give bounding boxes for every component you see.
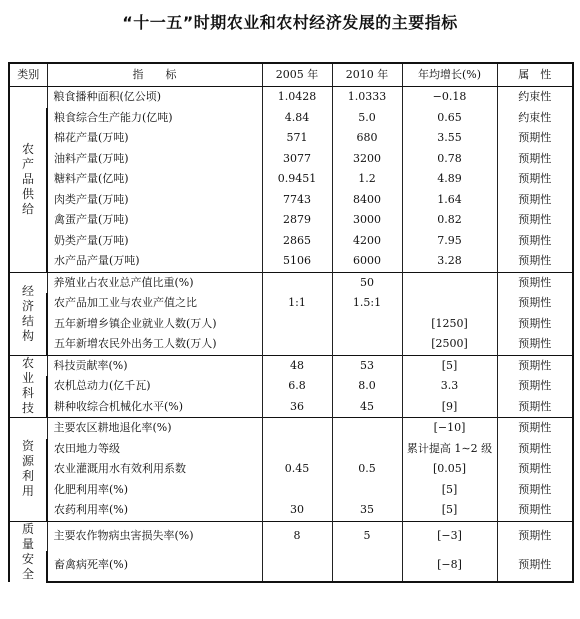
category-label: 资源利用	[21, 439, 34, 499]
growth-cell: 0.65	[402, 108, 497, 129]
indicator-cell: 农机总动力(亿千瓦)	[47, 376, 262, 397]
growth-cell: [−3]	[402, 521, 497, 551]
y2010-cell	[332, 314, 402, 335]
group-0	[9, 87, 573, 273]
y2010-cell: 8400	[332, 190, 402, 211]
y2010-cell: 8.0	[332, 376, 402, 397]
growth-cell: 3.55	[402, 128, 497, 149]
page-title: “十一五”时期农业和农村经济发展的主要指标	[122, 13, 458, 32]
indicator-cell: 粮食综合生产能力(亿吨)	[47, 108, 262, 129]
y2005-cell: 48	[262, 355, 332, 376]
attribute-cell: 预期性	[497, 376, 573, 397]
y2005-cell: 5106	[262, 251, 332, 272]
group-1	[9, 272, 573, 355]
growth-cell: [−8]	[402, 551, 497, 582]
indicator-cell: 农药利用率(%)	[47, 500, 262, 521]
growth-cell: 4.89	[402, 169, 497, 190]
attribute-cell: 预期性	[497, 272, 573, 293]
indicator-cell: 畜禽病死率(%)	[47, 551, 262, 582]
y2005-cell: 7743	[262, 190, 332, 211]
y2010-cell: 3200	[332, 149, 402, 170]
table-row	[9, 169, 573, 190]
y2005-cell: 571	[262, 128, 332, 149]
attribute-cell: 约束性	[497, 108, 573, 129]
indicator-cell: 农业灌溉用水有效利用系数	[47, 459, 262, 480]
table-row	[9, 334, 573, 355]
table-row	[9, 190, 573, 211]
y2005-cell: 0.45	[262, 459, 332, 480]
category-cell	[9, 272, 47, 355]
attribute-cell: 预期性	[497, 231, 573, 252]
y2010-cell: 5.0	[332, 108, 402, 129]
y2010-cell: 1.0333	[332, 87, 402, 108]
growth-cell: [−10]	[402, 418, 497, 439]
category-cell	[9, 87, 47, 273]
attribute-cell: 预期性	[497, 439, 573, 460]
growth-cell	[402, 293, 497, 314]
header-category: 类别	[9, 63, 47, 87]
attribute-cell: 预期性	[497, 500, 573, 521]
group-4	[9, 521, 573, 582]
growth-cell: [9]	[402, 397, 497, 418]
y2005-cell: 4.84	[262, 108, 332, 129]
table-row	[9, 128, 573, 149]
group-2	[9, 355, 573, 418]
attribute-cell: 约束性	[497, 87, 573, 108]
attribute-cell: 预期性	[497, 128, 573, 149]
attribute-cell: 预期性	[497, 210, 573, 231]
growth-cell: −0.18	[402, 87, 497, 108]
attribute-cell: 预期性	[497, 521, 573, 551]
y2010-cell	[332, 551, 402, 582]
growth-cell: [2500]	[402, 334, 497, 355]
growth-cell: 3.28	[402, 251, 497, 272]
y2005-cell	[262, 272, 332, 293]
y2005-cell: 6.8	[262, 376, 332, 397]
attribute-cell: 预期性	[497, 334, 573, 355]
y2010-cell	[332, 480, 402, 501]
category-cell	[9, 418, 47, 522]
y2010-cell: 4200	[332, 231, 402, 252]
y2005-cell: 2879	[262, 210, 332, 231]
y2010-cell	[332, 418, 402, 439]
y2005-cell: 1.0428	[262, 87, 332, 108]
indicator-cell: 农产品加工业与农业产值之比	[47, 293, 262, 314]
indicator-table	[8, 62, 574, 583]
growth-cell: [1250]	[402, 314, 497, 335]
category-label: 经济结构	[21, 283, 34, 343]
attribute-cell: 预期性	[497, 355, 573, 376]
indicator-cell: 五年新增农民外出务工人数(万人)	[47, 334, 262, 355]
y2005-cell	[262, 418, 332, 439]
category-cell	[9, 355, 47, 418]
indicator-cell: 养殖业占农业总产值比重(%)	[47, 272, 262, 293]
attribute-cell: 预期性	[497, 418, 573, 439]
attribute-cell: 预期性	[497, 551, 573, 582]
table-row	[9, 210, 573, 231]
table-row	[9, 521, 573, 551]
y2005-cell: 36	[262, 397, 332, 418]
growth-cell: 3.3	[402, 376, 497, 397]
y2010-cell: 1.2	[332, 169, 402, 190]
indicator-cell: 农田地力等级	[47, 439, 262, 460]
indicator-cell: 科技贡献率(%)	[47, 355, 262, 376]
table-row	[9, 108, 573, 129]
indicator-cell: 耕种收综合机械化水平(%)	[47, 397, 262, 418]
indicator-cell: 五年新增乡镇企业就业人数(万人)	[47, 314, 262, 335]
indicator-cell: 化肥利用率(%)	[47, 480, 262, 501]
indicator-cell: 油料产量(万吨)	[47, 149, 262, 170]
indicator-cell: 奶类产量(万吨)	[47, 231, 262, 252]
indicator-cell: 肉类产量(万吨)	[47, 190, 262, 211]
y2005-cell: 2865	[262, 231, 332, 252]
table-row	[9, 314, 573, 335]
category-label: 质量安全	[21, 521, 34, 581]
attribute-cell: 预期性	[497, 190, 573, 211]
y2010-cell: 0.5	[332, 459, 402, 480]
growth-cell: 0.78	[402, 149, 497, 170]
table-row	[9, 293, 573, 314]
table-row	[9, 376, 573, 397]
table-row	[9, 355, 573, 376]
indicator-cell: 粮食播种面积(亿公顷)	[47, 87, 262, 108]
indicator-cell: 禽蛋产量(万吨)	[47, 210, 262, 231]
header-attribute: 属 性	[497, 63, 573, 87]
table-row	[9, 500, 573, 521]
indicator-cell: 水产品产量(万吨)	[47, 251, 262, 272]
header-indicator: 指 标	[47, 63, 262, 87]
y2010-cell: 50	[332, 272, 402, 293]
attribute-cell: 预期性	[497, 480, 573, 501]
table-row	[9, 439, 573, 460]
growth-cell: [5]	[402, 500, 497, 521]
growth-cell: 1.64	[402, 190, 497, 211]
table-header	[9, 63, 573, 87]
table-row	[9, 418, 573, 439]
y2010-cell	[332, 334, 402, 355]
table-row	[9, 272, 573, 293]
growth-cell: [5]	[402, 355, 497, 376]
y2005-cell: 3077	[262, 149, 332, 170]
growth-cell: 7.95	[402, 231, 497, 252]
header-2005: 2005 年	[262, 63, 332, 87]
y2010-cell: 680	[332, 128, 402, 149]
y2010-cell: 1.5:1	[332, 293, 402, 314]
header-row	[9, 63, 573, 87]
attribute-cell: 预期性	[497, 397, 573, 418]
growth-cell: [5]	[402, 480, 497, 501]
group-3	[9, 418, 573, 522]
growth-cell	[402, 272, 497, 293]
indicator-cell: 主要农区耕地退化率(%)	[47, 418, 262, 439]
table-row	[9, 231, 573, 252]
y2010-cell: 5	[332, 521, 402, 551]
indicator-cell: 棉花产量(万吨)	[47, 128, 262, 149]
category-label: 农业科技	[21, 356, 34, 416]
y2005-cell	[262, 551, 332, 582]
table-row	[9, 251, 573, 272]
attribute-cell: 预期性	[497, 149, 573, 170]
y2005-cell	[262, 314, 332, 335]
attribute-cell: 预期性	[497, 314, 573, 335]
y2010-cell: 45	[332, 397, 402, 418]
attribute-cell: 预期性	[497, 459, 573, 480]
header-growth: 年均增长(%)	[402, 63, 497, 87]
y2005-cell	[262, 480, 332, 501]
table-row	[9, 459, 573, 480]
attribute-cell: 预期性	[497, 293, 573, 314]
growth-cell: [0.05]	[402, 459, 497, 480]
indicator-cell: 主要农作物病虫害损失率(%)	[47, 521, 262, 551]
table-row	[9, 551, 573, 582]
growth-cell: 0.82	[402, 210, 497, 231]
y2005-cell: 0.9451	[262, 169, 332, 190]
y2010-cell: 3000	[332, 210, 402, 231]
category-label: 农产品供给	[21, 141, 34, 216]
table-row	[9, 397, 573, 418]
category-cell	[9, 521, 47, 582]
attribute-cell: 预期性	[497, 169, 573, 190]
header-2010: 2010 年	[332, 63, 402, 87]
table-row	[9, 480, 573, 501]
y2010-cell: 6000	[332, 251, 402, 272]
y2005-cell: 30	[262, 500, 332, 521]
y2010-cell	[332, 439, 402, 460]
y2005-cell	[262, 439, 332, 460]
table-row	[9, 87, 573, 108]
y2005-cell: 8	[262, 521, 332, 551]
y2005-cell	[262, 334, 332, 355]
table-row	[9, 149, 573, 170]
y2010-cell: 53	[332, 355, 402, 376]
attribute-cell: 预期性	[497, 251, 573, 272]
y2005-cell: 1:1	[262, 293, 332, 314]
y2010-cell: 35	[332, 500, 402, 521]
growth-cell: 累计提高 1∼2 级	[402, 439, 497, 460]
indicator-cell: 糖料产量(亿吨)	[47, 169, 262, 190]
